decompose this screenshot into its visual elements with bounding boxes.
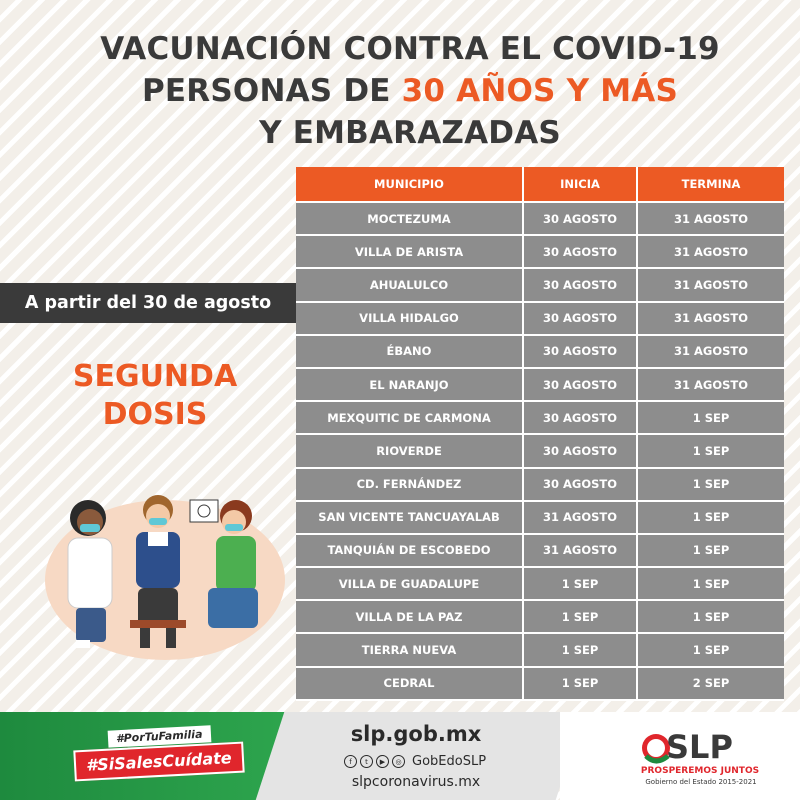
inicia-cell: 30 AGOSTO (524, 269, 638, 302)
municipio-cell: VILLA DE GUADALUPE (296, 568, 524, 601)
header-municipio: MUNICIPIO (296, 167, 524, 203)
termina-cell: 31 AGOSTO (638, 269, 784, 302)
dose-label (40, 358, 270, 434)
hashtag-si-sales-cuidate: #SiSalesCuídate (73, 742, 244, 782)
municipio-cell: CD. FERNÁNDEZ (296, 469, 524, 502)
termina-cell: 31 AGOSTO (638, 203, 784, 236)
title-line-2 (40, 70, 780, 112)
municipio-cell: AHUALULCO (296, 269, 524, 302)
logo-tagline: PROSPEREMOS JUNTOS (640, 766, 760, 776)
table-row (296, 435, 784, 468)
table-row (296, 402, 784, 435)
coronavirus-site-link[interactable]: slpcoronavirus.mx (351, 774, 481, 790)
inicia-cell: 31 AGOSTO (524, 502, 638, 535)
title-line-2-prefix: PERSONAS DE (142, 73, 402, 109)
table-header-row (296, 167, 784, 203)
inicia-cell: 31 AGOSTO (524, 535, 638, 568)
dose-line-2: DOSIS (102, 397, 208, 432)
inicia-cell: 30 AGOSTO (524, 336, 638, 369)
table-row (296, 203, 784, 236)
termina-cell: 1 SEP (638, 568, 784, 601)
municipio-cell: MEXQUITIC DE CARMONA (296, 402, 524, 435)
termina-cell: 31 AGOSTO (638, 336, 784, 369)
page-title (40, 28, 780, 154)
termina-cell: 1 SEP (638, 469, 784, 502)
municipio-cell: RIOVERDE (296, 435, 524, 468)
municipio-cell: VILLA HIDALGO (296, 303, 524, 336)
municipio-cell: MOCTEZUMA (296, 203, 524, 236)
termina-cell: 1 SEP (638, 535, 784, 568)
inicia-cell: 1 SEP (524, 601, 638, 634)
inicia-cell: 1 SEP (524, 568, 638, 601)
inicia-cell: 30 AGOSTO (524, 369, 638, 402)
table-row (296, 502, 784, 535)
inicia-cell: 30 AGOSTO (524, 303, 638, 336)
table-row (296, 336, 784, 369)
header-inicia: INICIA (524, 167, 638, 203)
title-line-3: Y EMBARAZADAS (259, 115, 561, 151)
inicia-cell: 1 SEP (524, 668, 638, 701)
table-row (296, 303, 784, 336)
municipio-cell: TANQUIÁN DE ESCOBEDO (296, 535, 524, 568)
termina-cell: 31 AGOSTO (638, 303, 784, 336)
footer (0, 712, 800, 800)
hashtag-por-tu-familia: #PorTuFamilia (108, 725, 211, 747)
table-body (296, 203, 784, 701)
table-row (296, 634, 784, 667)
table-row (296, 535, 784, 568)
logo-text: SLP (666, 728, 733, 766)
termina-cell: 1 SEP (638, 634, 784, 667)
table-row (296, 236, 784, 269)
social-links (344, 754, 486, 769)
inicia-cell: 30 AGOSTO (524, 402, 638, 435)
municipio-cell: VILLA DE ARISTA (296, 236, 524, 269)
municipio-cell: SAN VICENTE TANCUAYALAB (296, 502, 524, 535)
title-line-1: VACUNACIÓN CONTRA EL COVID-19 (100, 31, 720, 67)
schedule-table (296, 167, 784, 701)
inicia-cell: 30 AGOSTO (524, 469, 638, 502)
facebook-icon[interactable]: f (344, 755, 357, 768)
termina-cell: 2 SEP (638, 668, 784, 701)
inicia-cell: 1 SEP (524, 634, 638, 667)
table-row (296, 668, 784, 701)
table-row (296, 601, 784, 634)
municipio-cell: VILLA DE LA PAZ (296, 601, 524, 634)
termina-cell: 1 SEP (638, 402, 784, 435)
municipio-cell: EL NARANJO (296, 369, 524, 402)
municipio-cell: TIERRA NUEVA (296, 634, 524, 667)
inicia-cell: 30 AGOSTO (524, 236, 638, 269)
termina-cell: 31 AGOSTO (638, 236, 784, 269)
title-highlight: 30 AÑOS Y MÁS (401, 73, 678, 109)
termina-cell: 1 SEP (638, 601, 784, 634)
inicia-cell: 30 AGOSTO (524, 435, 638, 468)
dose-line-1: SEGUNDA (72, 359, 238, 394)
table-row (296, 369, 784, 402)
twitter-icon[interactable]: t (360, 755, 373, 768)
termina-cell: 31 AGOSTO (638, 369, 784, 402)
instagram-icon[interactable]: ◎ (392, 755, 405, 768)
table-row (296, 469, 784, 502)
inicia-cell: 30 AGOSTO (524, 203, 638, 236)
date-banner: A partir del 30 de agosto (0, 283, 296, 323)
header-termina: TERMINA (638, 167, 784, 203)
termina-cell: 1 SEP (638, 435, 784, 468)
municipio-cell: CEDRAL (296, 668, 524, 701)
website-link[interactable]: slp.gob.mx (350, 722, 482, 746)
social-handle: GobEdoSLP (412, 754, 487, 769)
youtube-icon[interactable]: ▶ (376, 755, 389, 768)
table-row (296, 269, 784, 302)
logo-subtitle: Gobierno del Estado 2015-2021 (645, 778, 757, 786)
termina-cell: 1 SEP (638, 502, 784, 535)
table-row (296, 568, 784, 601)
vaccination-illustration (40, 470, 290, 670)
municipio-cell: ÉBANO (296, 336, 524, 369)
